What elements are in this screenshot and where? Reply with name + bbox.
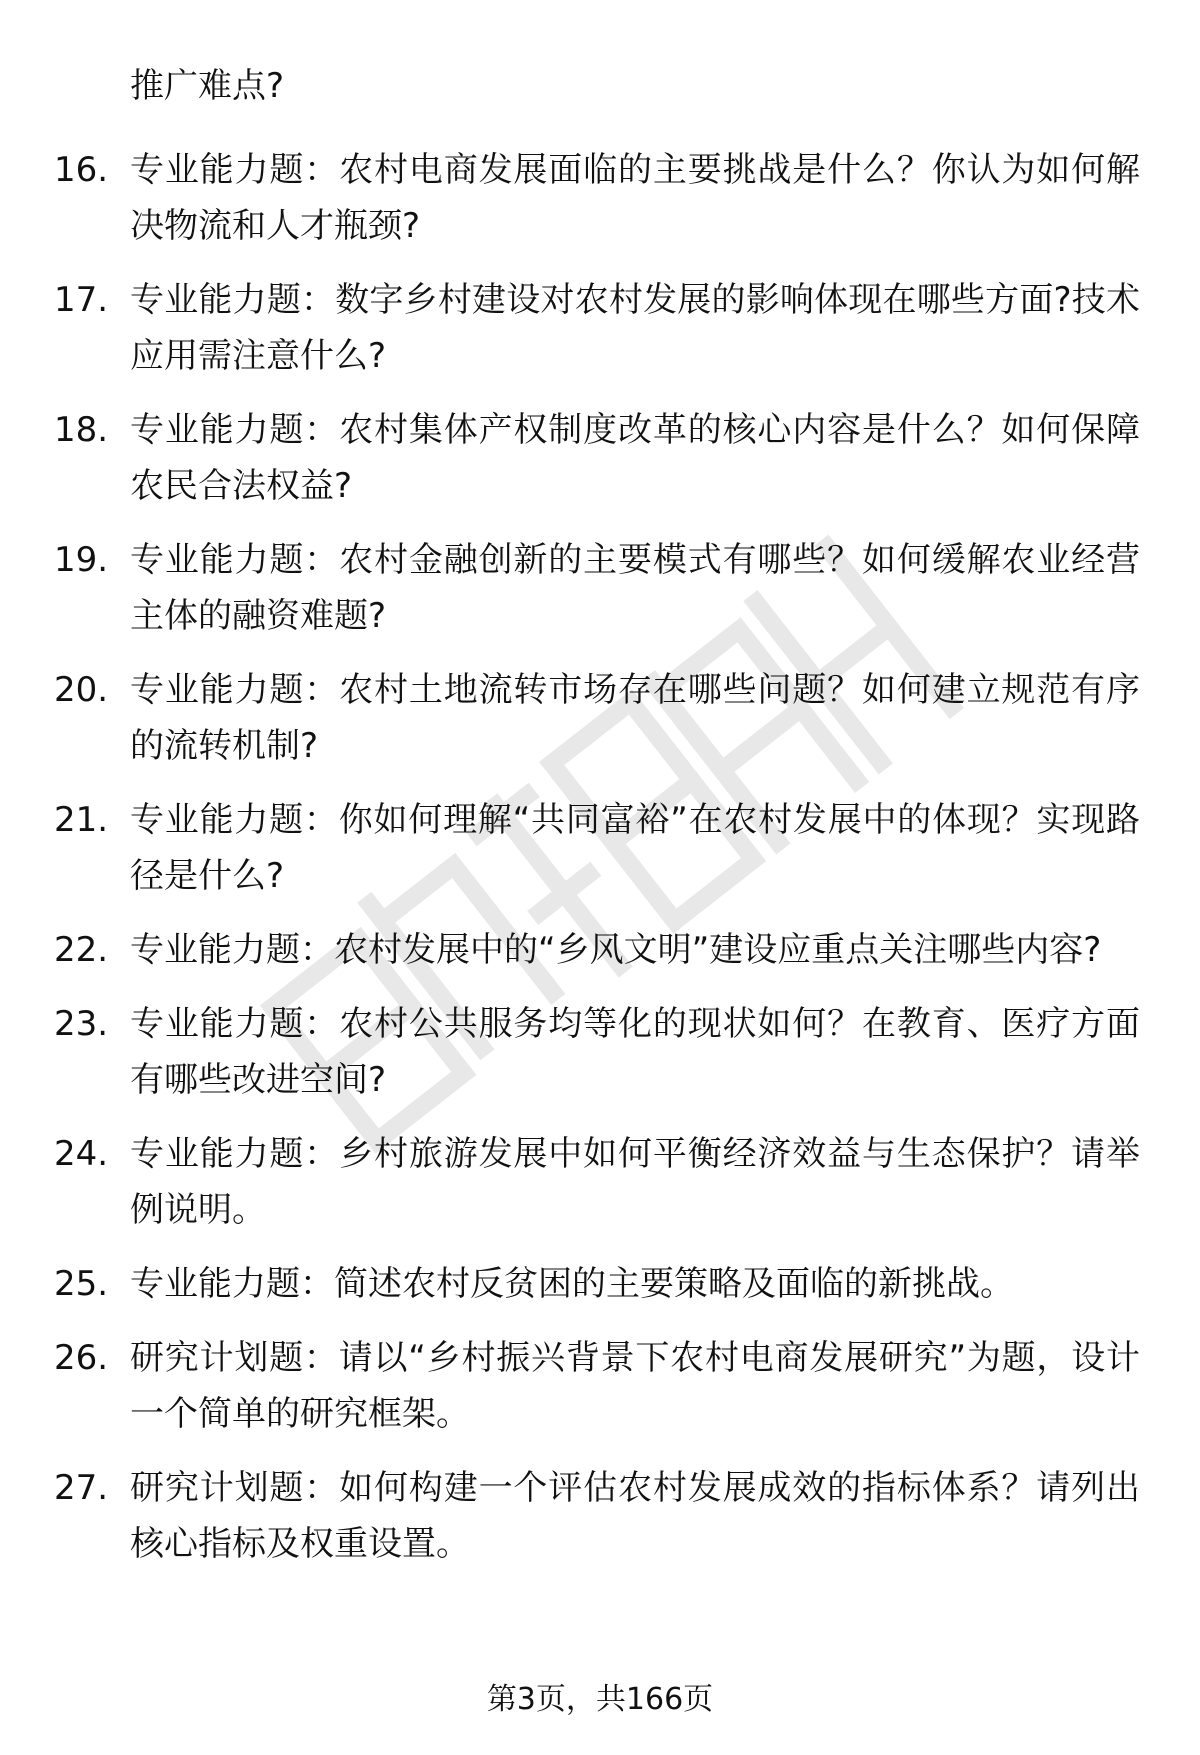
question-text: 研究计划题：如何构建一个评估农村发展成效的指标体系？请列出核心指标及权重设置。 [130, 1468, 1140, 1564]
question-number: 19. [54, 540, 109, 580]
question-text: 专业能力题：乡村旅游发展中如何平衡经济效益与生态保护？请举例说明。 [130, 1134, 1140, 1230]
list-item [54, 662, 1154, 774]
question-number: 22. [54, 930, 109, 970]
carryover-text: 推广难点? [130, 66, 285, 106]
question-number: 26. [54, 1338, 109, 1378]
list-item [54, 792, 1154, 904]
question-number: 27. [54, 1468, 109, 1508]
list-item [54, 1126, 1154, 1238]
question-text: 专业能力题：农村发展中的“乡风文明”建设应重点关注哪些内容? [130, 930, 1102, 970]
question-text: 专业能力题：农村公共服务均等化的现状如何？在教育、医疗方面有哪些改进空间? [130, 1004, 1140, 1100]
page-footer: 第3页，共166页 [486, 1682, 714, 1717]
list-item [54, 402, 1154, 514]
question-text: 专业能力题：数字乡村建设对农村发展的影响体现在哪些方面?技术应用需注意什么? [130, 280, 1140, 376]
question-number: 23. [54, 1004, 109, 1044]
list-item [54, 1256, 1154, 1312]
question-number: 16. [54, 150, 109, 190]
question-text: 专业能力题：农村电商发展面临的主要挑战是什么？你认为如何解决物流和人才瓶颈? [130, 150, 1140, 246]
list-item [54, 532, 1154, 644]
list-item [54, 272, 1154, 384]
question-text: 专业能力题：你如何理解“共同富裕”在农村发展中的体现？实现路径是什么? [130, 800, 1140, 896]
question-number: 17. [54, 280, 109, 320]
question-text: 研究计划题：请以“乡村振兴背景下农村电商发展研究”为题，设计一个简单的研究框架。 [130, 1338, 1140, 1434]
question-number: 24. [54, 1134, 109, 1174]
question-number: 18. [54, 410, 109, 450]
list-item [54, 1460, 1154, 1572]
question-number: 20. [54, 670, 109, 710]
list-item [54, 142, 1154, 254]
question-text: 专业能力题：简述农村反贫困的主要策略及面临的新挑战。 [130, 1264, 1014, 1304]
question-number: 25. [54, 1264, 109, 1304]
question-text: 专业能力题：农村金融创新的主要模式有哪些？如何缓解农业经营主体的融资难题? [130, 540, 1140, 636]
question-number: 21. [54, 800, 109, 840]
list-item [54, 1330, 1154, 1442]
question-list [54, 142, 1154, 1590]
question-text: 专业能力题：农村集体产权制度改革的核心内容是什么？如何保障农民合法权益? [130, 410, 1140, 506]
list-item [54, 996, 1154, 1108]
question-text: 专业能力题：农村土地流转市场存在哪些问题？如何建立规范有序的流转机制? [130, 670, 1140, 766]
list-item [54, 922, 1154, 978]
